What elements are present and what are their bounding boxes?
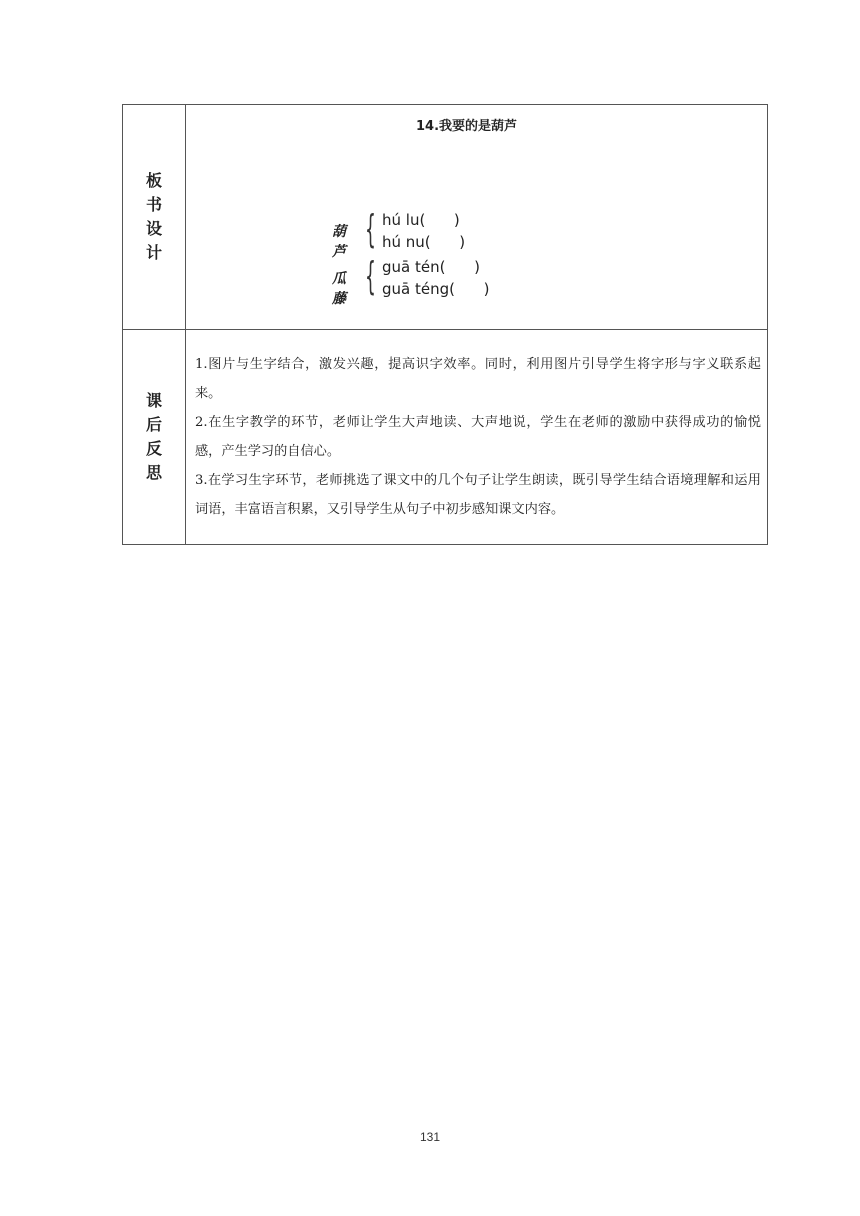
reflection-item: 2.在生字教学的环节，老师让学生大声地读、大声地说，学生在老师的激励中获得成功的愉悦感，产生学习的自信心。	[195, 415, 761, 459]
left-brace-icon: {	[365, 254, 376, 298]
board-title: 14.我要的是葫芦	[415, 119, 518, 134]
board-design-content	[186, 105, 768, 330]
reflection-label-cell	[123, 330, 186, 545]
reflection-label: 课后反思	[146, 391, 163, 482]
board-design-row	[123, 105, 768, 330]
reflection-item: 3.在学习生字环节，老师挑选了课文中的几个句子让学生朗读，既引导学生结合语境理解和运用词语，丰富语言积累，又引导学生从句子中初步感知课文内容。	[195, 473, 761, 517]
reflection-row	[123, 330, 768, 545]
lesson-plan-table	[122, 104, 768, 545]
board-design-label-cell	[123, 105, 186, 330]
left-brace-icon: {	[365, 207, 376, 251]
pinyin-option: hú nu( )	[382, 233, 466, 251]
pinyin-option: guā tén( )	[382, 258, 480, 276]
pinyin-option: guā téng( )	[382, 280, 490, 298]
pinyin-option: hú lu( )	[382, 211, 460, 229]
reflection-content	[186, 330, 768, 545]
pinyin-group-word: 瓜藤	[332, 271, 346, 307]
reflection-item: 1.图片与生字结合，激发兴趣，提高识字效率。同时，利用图片引导学生将字形与字义联系起来。	[195, 357, 761, 401]
page-number: 131	[419, 1130, 441, 1144]
pinyin-group-word: 葫芦	[332, 224, 346, 260]
board-design-label: 板书设计	[146, 171, 163, 262]
